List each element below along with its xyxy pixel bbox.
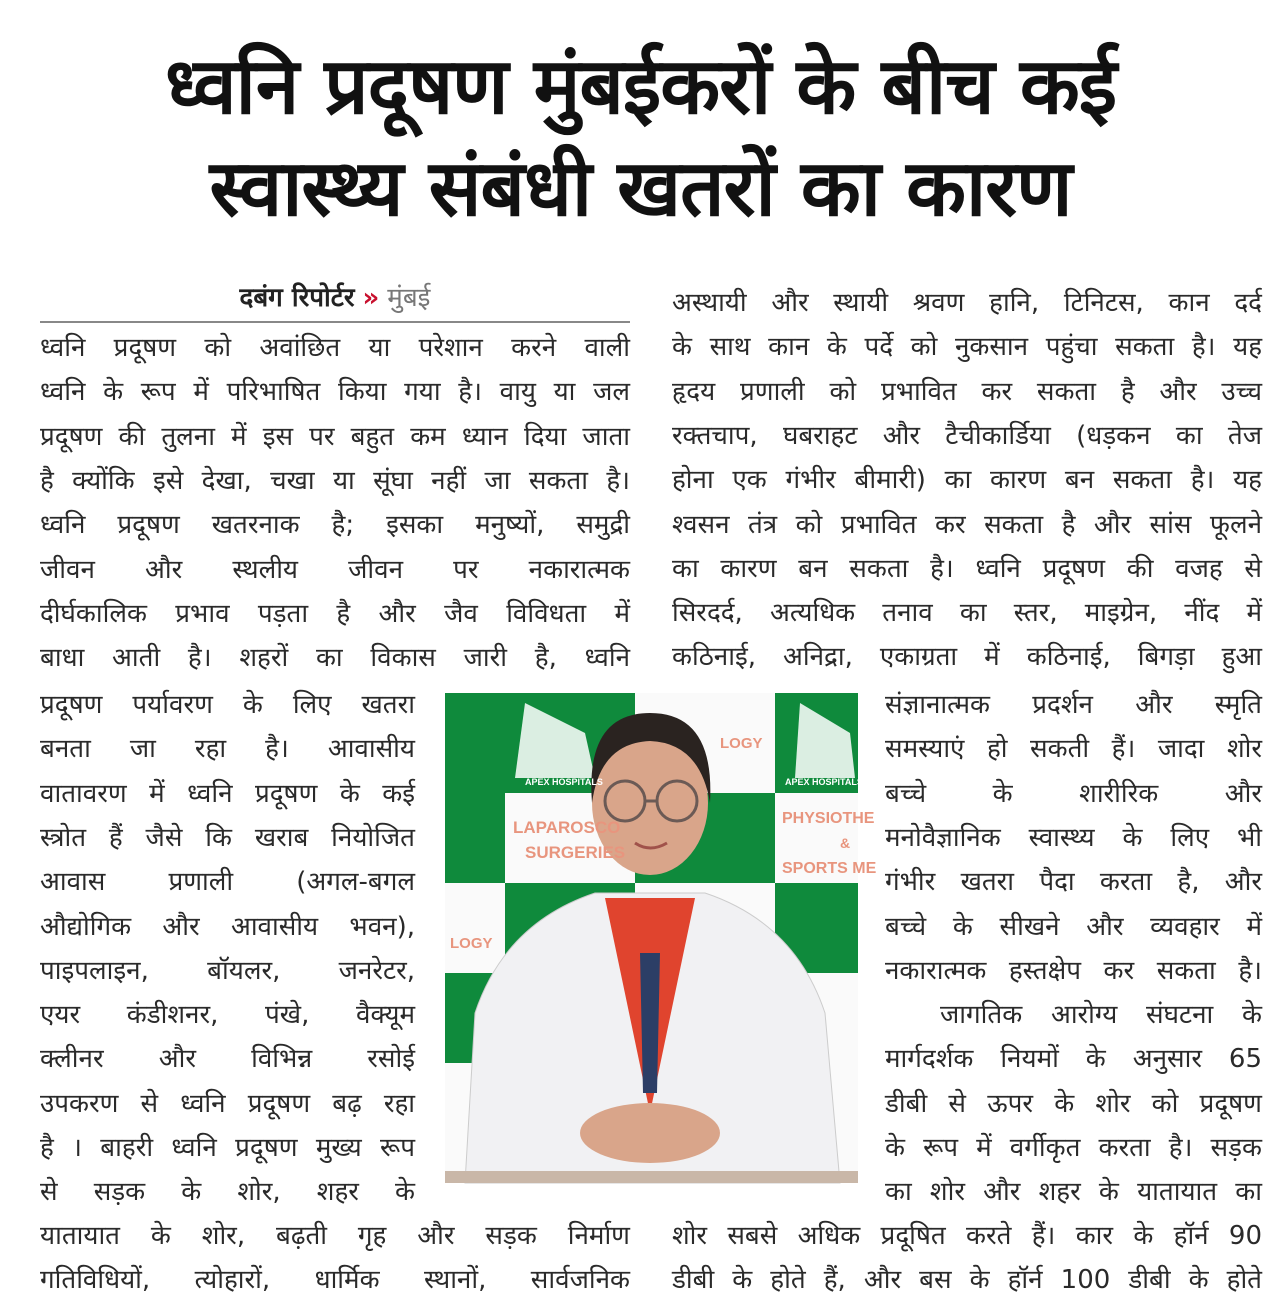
left-column-line: क्लीनर और विभिन्न रसोई [40, 1044, 415, 1075]
photo-text: APEX HOSPITALS [525, 777, 603, 787]
photo-text: LAPAROSCO [513, 818, 621, 837]
left-column-line: है क्योंकि इसे देखा, चखा या सूंघा नहीं जा सकता है। [40, 465, 630, 496]
photo-text: PHYSIOTHE [782, 810, 875, 827]
left-column-line: ध्वनि के रूप में परिभाषित किया गया है। वायु या जल [40, 377, 630, 408]
right-column-line: श्वसन तंत्र को प्रभावित कर सकता है और सांस फूलने [672, 509, 1262, 540]
byline-city: मुंबई [387, 283, 431, 313]
right-column-line: के साथ कान के पर्दे को नुकसान पहुंचा सकता है। यह [672, 332, 1262, 363]
byline-rule [40, 321, 630, 323]
right-column-line: का कारण बन सकता है। ध्वनि प्रदूषण की वजह से [672, 553, 1262, 584]
photo-text: APEX HOSPITALS [785, 777, 863, 787]
left-column-line: स्त्रोत हैं जैसे कि खराब नियोजित [40, 822, 415, 853]
right-column-line: समस्याएं हो सकती हैं। जादा शोर [885, 734, 1262, 765]
right-column-line: मार्गदर्शक नियमों के अनुसार 65 [885, 1044, 1262, 1075]
right-column-line: रक्तचाप, घबराहट और टैचीकार्डिया (धड़कन का तेज [672, 420, 1262, 451]
left-column-line: दीर्घकालिक प्रभाव पड़ता है और जैव विविधता में [40, 598, 630, 629]
left-column-line: है । बाहरी ध्वनि प्रदूषण मुख्य रूप [40, 1133, 415, 1163]
left-column-line: प्रदूषण की तुलना में इस पर बहुत कम ध्यान दिया जाता [40, 421, 630, 452]
photo-text: & [840, 835, 851, 851]
right-column-line: डीबी के होते हैं, और बस के हॉर्न 100 डीबी के होते [672, 1265, 1262, 1296]
left-column-line: ध्वनि प्रदूषण खतरनाक है; इसका मनुष्यों, समुद्री [40, 510, 630, 541]
right-column-line: होना एक गंभीर बीमारी) का कारण बन सकता है। यह [672, 465, 1262, 496]
byline-reporter: दबंग रिपोर्टर [239, 283, 355, 313]
left-column-line: से सड़क के शोर, शहर के [40, 1177, 415, 1208]
left-column-line: वातावरण में ध्वनि प्रदूषण के कई [40, 778, 415, 809]
left-column-line: उपकरण से ध्वनि प्रदूषण बढ़ रहा [40, 1088, 415, 1119]
right-column-line: का शोर और शहर के यातायात का [885, 1177, 1262, 1208]
photo-text: LOGY [720, 735, 763, 752]
right-column-line: नकारात्मक हस्तक्षेप कर सकता है। [885, 955, 1262, 986]
right-column-line: सिरदर्द, अत्यधिक तनाव का स्तर, माइग्रेन, नींद में [672, 598, 1262, 629]
left-column-line: औद्योगिक और आवासीय भवन), [40, 911, 415, 942]
left-column-line: गतिविधियों, त्योहारों, धार्मिक स्थानों, सार्वजनिक [40, 1265, 630, 1296]
photo-text: LOGY [450, 935, 493, 952]
photo-text: SURGERIES [525, 843, 626, 862]
left-column-line: बाधा आती है। शहरों का विकास जारी है, ध्वनि [40, 643, 630, 674]
right-column-line: कठिनाई, अनिद्रा, एकाग्रता में कठिनाई, बिगड़ा हुआ [672, 642, 1262, 673]
left-column-line: जीवन और स्थलीय जीवन पर नकारात्मक [40, 554, 630, 585]
left-column-line: एयर कंडीशनर, पंखे, वैक्यूम [40, 1000, 415, 1031]
right-column-line: हृदय प्रणाली को प्रभावित कर सकता है और उच्च [672, 376, 1262, 407]
right-column-line: गंभीर खतरा पैदा करता है, और [885, 867, 1262, 898]
left-column-line: प्रदूषण पर्यावरण के लिए खतरा [40, 690, 415, 720]
right-column-line: मनोवैज्ञानिक स्वास्थ्य के लिए भी [885, 822, 1262, 853]
right-column-line: जागतिक आरोग्य संघटना के [940, 1000, 1262, 1031]
right-column-line: संज्ञानात्मक प्रदर्शन और स्मृति [885, 690, 1262, 720]
photo-text: SPORTS ME [782, 860, 877, 877]
left-column-line: यातायात के शोर, बढ़ती गृह और सड़क निर्माण [40, 1221, 630, 1251]
right-column-line: शोर सबसे अधिक प्रदूषित करते हैं। कार के हॉर्न 90 [672, 1221, 1262, 1251]
right-column-line: डीबी से ऊपर के शोर को प्रदूषण [885, 1088, 1262, 1119]
byline-separator: » [362, 283, 380, 313]
headline-line-2: स्वास्थ्य संबंधी खतरों का कारण [209, 144, 1072, 234]
left-column-line: बनता जा रहा है। आवासीय [40, 734, 415, 765]
left-column-line: पाइपलाइन, बॉयलर, जनरेटर, [40, 955, 415, 986]
left-column-line: आवास प्रणाली (अगल-बगल [40, 867, 415, 898]
right-column-line: के रूप में वर्गीकृत करता है। सड़क [885, 1133, 1262, 1163]
headline-line-1: ध्वनि प्रदूषण मुंबईकरों के बीच कई [164, 42, 1117, 132]
doctor-photo [445, 693, 877, 1183]
left-column-line: ध्वनि प्रदूषण को अवांछित या परेशान करने वाली [40, 333, 630, 363]
right-column-line: बच्चे के शारीरिक और [885, 778, 1262, 809]
right-column-line: अस्थायी और स्थायी श्रवण हानि, टिनिटस, कान दर्द [672, 288, 1262, 318]
byline [40, 278, 630, 314]
right-column-line: बच्चे के सीखने और व्यवहार में [885, 911, 1262, 942]
